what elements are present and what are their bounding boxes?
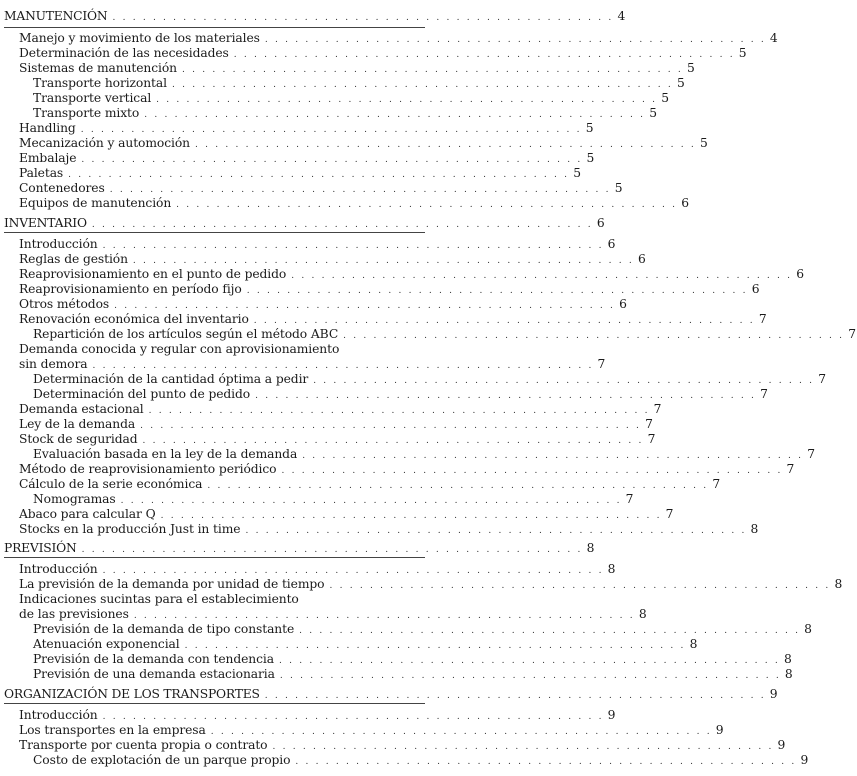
page-number: 5 (586, 151, 595, 165)
dot-leader: . . . . . . . . . . . . . . . . . . . . . . . . . . . . . . . . . . . . . . . . . . . . . . . . . . (295, 757, 797, 767)
toc-subentry[interactable] (0, 652, 792, 667)
page-number: 5 (677, 76, 685, 90)
chapter-heading[interactable] (0, 9, 626, 24)
chapter-heading-text: MANUTENCIÓN (4, 9, 108, 23)
dot-leader: . . . . . . . . . . . . . . . . . . . . . . . . . . . . . . . . . . . . . . . . . . . . . . . . . . (279, 671, 781, 681)
toc-subentry-text: Determinación del punto de pedido (33, 387, 251, 401)
dot-leader: . . . . . . . . . . . . . . . . . . . . . . . . . . . . . . . . . . . . . . . . . . . . . . . . . . (133, 611, 635, 621)
toc-entry-text: Contenedores (19, 181, 105, 195)
dot-leader: . . . . . . . . . . . . . . . . . . . . . . . . . . . . . . . . . . . . . . . . . . . . . . . . . . (102, 566, 604, 576)
toc-entry-text: Demanda estacional (19, 402, 144, 416)
dot-leader: . . . . . . . . . . . . . . . . . . . . . . . . . . . . . . . . . . . . . . . . . . . . . . . . . . (176, 200, 678, 210)
chapter-heading[interactable] (0, 216, 605, 231)
dot-leader: . . . . . . . . . . . . . . . . . . . . . . . . . . . . . . . . . . . . . . . . . . . . . . . . . . (114, 301, 616, 311)
dot-leader: . . . . . . . . . . . . . . . . . . . . . . . . . . . . . . . . . . . . . . . . . . . . . . . . . . (184, 641, 686, 651)
page-number: 4 (617, 9, 626, 23)
dot-leader: . . . . . . . . . . . . . . . . . . . . . . . . . . . . . . . . . . . . . . . . . . . . . . . . . . (144, 110, 646, 120)
dot-leader: . . . . . . . . . . . . . . . . . . . . . . . . . . . . . . . . . . . . . . . . . . . . . . . . . . (278, 656, 780, 666)
page-number: 5 (687, 61, 695, 75)
toc-entry[interactable] (0, 432, 656, 447)
page-number: 5 (661, 91, 670, 105)
toc-entry-text: Reaprovisionamiento en el punto de pedido (19, 267, 287, 281)
toc-subentry[interactable] (0, 106, 658, 121)
toc-subentry[interactable] (0, 637, 698, 652)
toc-entry[interactable] (0, 166, 582, 181)
toc-entry[interactable] (0, 357, 606, 372)
toc-entry-text: Los transportes en la empresa (19, 723, 206, 737)
toc-entry[interactable] (0, 46, 747, 61)
toc-entry-text: Introducción (19, 237, 98, 251)
toc-subentry[interactable] (0, 76, 685, 91)
dot-leader: . . . . . . . . . . . . . . . . . . . . . . . . . . . . . . . . . . . . . . . . . . . . . . . . . . (81, 545, 583, 555)
toc-entry[interactable] (0, 708, 616, 723)
toc-entry-text: Paletas (19, 166, 64, 180)
dot-leader: . . . . . . . . . . . . . . . . . . . . . . . . . . . . . . . . . . . . . . . . . . . . . . . . . . (109, 185, 611, 195)
chapter-heading-text: INVENTARIO (4, 216, 87, 230)
toc-subentry-text: Repartición de los artículos según el método ABC (33, 327, 339, 341)
page-number: 6 (681, 196, 690, 210)
toc-entry[interactable] (0, 312, 767, 327)
toc-subentry-text: Costo de explotación de un parque propio (33, 753, 291, 767)
dot-leader: . . . . . . . . . . . . . . . . . . . . . . . . . . . . . . . . . . . . . . . . . . . . . . . . . . (264, 35, 766, 45)
page-number: 7 (625, 492, 634, 506)
toc-subentry-text: Previsión de la demanda de tipo constante (33, 622, 295, 636)
dot-leader: . . . . . . . . . . . . . . . . . . . . . . . . . . . . . . . . . . . . . . . . . . . . . . . . . . (272, 742, 774, 752)
toc-subentry[interactable] (0, 492, 634, 507)
dot-leader: . . . . . . . . . . . . . . . . . . . . . . . . . . . . . . . . . . . . . . . . . . . . . . . . . . (91, 220, 593, 230)
page-number: 8 (689, 637, 698, 651)
dot-leader: . . . . . . . . . . . . . . . . . . . . . . . . . . . . . . . . . . . . . . . . . . . . . . . . . . (253, 316, 755, 326)
page-number: 8 (638, 607, 647, 621)
page-number: 4 (769, 31, 778, 45)
toc-entry[interactable] (0, 462, 795, 477)
dot-leader: . . . . . . . . . . . . . . . . . . . . . . . . . . . . . . . . . . . . . . . . . . . . . . . . . . (181, 65, 683, 75)
dot-leader: . . . . . . . . . . . . . . . . . . . . . . . . . . . . . . . . . . . . . . . . . . . . . . . . . . (291, 271, 793, 281)
dot-leader: . . . . . . . . . . . . . . . . . . . . . . . . . . . . . . . . . . . . . . . . . . . . . . . . . . (329, 581, 831, 591)
page-number: 6 (751, 282, 760, 296)
toc-entry-text: Método de reaprovisionamiento periódico (19, 462, 277, 476)
page-number: 6 (607, 237, 616, 251)
toc-entry-text: Determinación de las necesidades (19, 46, 229, 60)
toc-entry-text: Manejo y movimiento de los materiales (19, 31, 260, 45)
toc-entry-text: Introducción (19, 562, 98, 576)
toc-subentry-text: Evaluación basada en la ley de la demanda (33, 447, 298, 461)
page-number: 9 (715, 723, 724, 737)
toc-entry-text: Mecanización y automoción (19, 136, 190, 150)
toc-entry[interactable] (0, 252, 646, 267)
page-number: 7 (647, 432, 656, 446)
page-number: 7 (645, 417, 653, 431)
page-number: 8 (607, 562, 616, 576)
toc-subentry[interactable] (0, 327, 857, 342)
chapter-heading-text: PREVISIÓN (4, 541, 77, 555)
dot-leader: . . . . . . . . . . . . . . . . . . . . . . . . . . . . . . . . . . . . . . . . . . . . . . . . . . (160, 511, 662, 521)
toc-subentry-text: Transporte mixto (33, 106, 140, 120)
toc-entry-text: Abaco para calcular Q (19, 507, 156, 521)
page-number: 7 (786, 462, 795, 476)
dot-leader: . . . . . . . . . . . . . . . . . . . . . . . . . . . . . . . . . . . . . . . . . . . . . . . . . . (120, 496, 622, 506)
toc-entry-text: Transporte por cuenta propia o contrato (19, 738, 268, 752)
toc-entry[interactable] (0, 507, 674, 522)
dot-leader: . . . . . . . . . . . . . . . . . . . . . . . . . . . . . . . . . . . . . . . . . . . . . . . . . . (210, 727, 712, 737)
toc-subentry[interactable] (0, 753, 809, 768)
dot-leader: . . . . . . . . . . . . . . . . . . . . . . . . . . . . . . . . . . . . . . . . . . . . . . . . . . (302, 451, 804, 461)
dot-leader: . . . . . . . . . . . . . . . . . . . . . . . . . . . . . . . . . . . . . . . . . . . . . . . . . . (148, 406, 650, 416)
dot-leader: . . . . . . . . . . . . . . . . . . . . . . . . . . . . . . . . . . . . . . . . . . . . . . . . . . (233, 50, 735, 60)
toc-entry[interactable] (0, 31, 778, 46)
toc-subentry[interactable] (0, 447, 816, 462)
toc-entry[interactable] (0, 136, 708, 151)
toc-entry[interactable] (0, 522, 759, 537)
page-number: 7 (653, 402, 662, 416)
page-number: 7 (818, 372, 827, 386)
page-number: 8 (586, 541, 595, 555)
toc-entry-text: Introducción (19, 708, 98, 722)
dot-leader: . . . . . . . . . . . . . . . . . . . . . . . . . . . . . . . . . . . . . . . . . . . . . . . . . . (68, 170, 570, 180)
chapter-divider (4, 557, 425, 558)
dot-leader: . . . . . . . . . . . . . . . . . . . . . . . . . . . . . . . . . . . . . . . . . . . . . . . . . . (140, 421, 642, 431)
dot-leader: . . . . . . . . . . . . . . . . . . . . . . . . . . . . . . . . . . . . . . . . . . . . . . . . . . (92, 361, 594, 371)
dot-leader: . . . . . . . . . . . . . . . . . . . . . . . . . . . . . . . . . . . . . . . . . . . . . . . . . . (171, 80, 673, 90)
chapter-divider (4, 232, 425, 233)
page-number: 8 (784, 667, 793, 681)
page-number: 9 (800, 753, 809, 767)
toc-entry-text: Equipos de manutención (19, 196, 172, 210)
toc-entry[interactable] (0, 267, 805, 282)
dot-leader: . . . . . . . . . . . . . . . . . . . . . . . . . . . . . . . . . . . . . . . . . . . . . . . . . . (194, 140, 696, 150)
dot-leader: . . . . . . . . . . . . . . . . . . . . . . . . . . . . . . . . . . . . . . . . . . . . . . . . . . (102, 712, 604, 722)
toc-entry[interactable] (0, 592, 425, 607)
page-number: 7 (712, 477, 721, 491)
toc-entry-text: Sistemas de manutención (19, 61, 177, 75)
toc-entry[interactable] (0, 402, 662, 417)
toc-subentry-text: Previsión de la demanda con tendencia (33, 652, 274, 666)
page-number: 8 (750, 522, 759, 536)
toc-entry[interactable] (0, 562, 616, 577)
dot-leader: . . . . . . . . . . . . . . . . . . . . . . . . . . . . . . . . . . . . . . . . . . . . . . . . . . (299, 626, 801, 636)
toc-entry-text: Ley de la demanda (19, 417, 136, 431)
dot-leader: . . . . . . . . . . . . . . . . . . . . . . . . . . . . . . . . . . . . . . . . . . . . . . . . . . (102, 241, 604, 251)
toc-entry[interactable] (0, 61, 695, 76)
toc-entry[interactable] (0, 477, 721, 492)
dot-leader: . . . . . . . . . . . . . . . . . . . . . . . . . . . . . . . . . . . . . . . . . . . . . . . . . . (255, 391, 757, 401)
chapter-heading-text: ORGANIZACIÓN DE LOS TRANSPORTES (4, 687, 260, 701)
toc-subentry-text: Transporte horizontal (33, 76, 167, 90)
dot-leader: . . . . . . . . . . . . . . . . . . . . . . . . . . . . . . . . . . . . . . . . . . . . . . . . . . (142, 436, 644, 446)
toc-entry[interactable] (0, 181, 623, 196)
toc-entry[interactable] (0, 237, 616, 252)
chapter-divider (4, 703, 425, 704)
dot-leader: . . . . . . . . . . . . . . . . . . . . . . . . . . . . . . . . . . . . . . . . . . . . . . . . . . (246, 286, 748, 296)
page-number: 5 (614, 181, 623, 195)
toc-entry-text: Indicaciones sucintas para el establecimiento (19, 592, 299, 606)
toc-entry-text: Stocks en la producción Just in time (19, 522, 241, 536)
page-number: 6 (796, 267, 805, 281)
toc-entry-text: sin demora (19, 357, 88, 371)
toc-subentry[interactable] (0, 372, 827, 387)
page-number: 6 (596, 216, 605, 230)
dot-leader: . . . . . . . . . . . . . . . . . . . . . . . . . . . . . . . . . . . . . . . . . . . . . . . . . . (281, 466, 783, 476)
page-number: 7 (760, 387, 768, 401)
toc-entry[interactable] (0, 738, 786, 753)
toc-entry[interactable] (0, 196, 690, 211)
page-number: 7 (807, 447, 816, 461)
toc-entry[interactable] (0, 577, 843, 592)
toc-entry[interactable] (0, 342, 425, 357)
dot-leader: . . . . . . . . . . . . . . . . . . . . . . . . . . . . . . . . . . . . . . . . . . . . . . . . . . (245, 526, 747, 536)
toc-entry-text: Demanda conocida y regular con aprovisionamiento (19, 342, 340, 356)
chapter-heading[interactable] (0, 541, 595, 556)
dot-leader: . . . . . . . . . . . . . . . . . . . . . . . . . . . . . . . . . . . . . . . . . . . . . . . . . . (207, 481, 709, 491)
toc-entry-text: Stock de seguridad (19, 432, 138, 446)
dot-leader: . . . . . . . . . . . . . . . . . . . . . . . . . . . . . . . . . . . . . . . . . . . . . . . . . . (313, 376, 815, 386)
page-number: 5 (573, 166, 582, 180)
toc-subentry-text: Determinación de la cantidad óptima a pedir (33, 372, 309, 386)
chapter-divider (4, 27, 425, 28)
page-number: 5 (700, 136, 708, 150)
toc-entry-text: Reaprovisionamiento en período fijo (19, 282, 242, 296)
page-number: 9 (769, 687, 778, 701)
page-number: 9 (777, 738, 786, 752)
page-number: 8 (834, 577, 843, 591)
dot-leader: . . . . . . . . . . . . . . . . . . . . . . . . . . . . . . . . . . . . . . . . . . . . . . . . . . (81, 155, 583, 165)
toc-subentry[interactable] (0, 667, 793, 682)
page-number: 6 (619, 297, 627, 311)
page-number: 8 (784, 652, 792, 666)
dot-leader: . . . . . . . . . . . . . . . . . . . . . . . . . . . . . . . . . . . . . . . . . . . . . . . . . . (132, 256, 634, 266)
page-number: 5 (738, 46, 747, 60)
dot-leader: . . . . . . . . . . . . . . . . . . . . . . . . . . . . . . . . . . . . . . . . . . . . . . . . . . (80, 125, 582, 135)
page-number: 7 (665, 507, 674, 521)
toc-subentry[interactable] (0, 622, 812, 637)
page-number: 9 (607, 708, 616, 722)
toc-subentry[interactable] (0, 91, 670, 106)
toc-entry[interactable] (0, 417, 653, 432)
toc-entry[interactable] (0, 121, 594, 136)
toc-entry[interactable] (0, 151, 595, 166)
toc-entry-text: Otros métodos (19, 297, 110, 311)
page-number: 5 (649, 106, 658, 120)
toc-entry-text: Handling (19, 121, 76, 135)
dot-leader: . . . . . . . . . . . . . . . . . . . . . . . . . . . . . . . . . . . . . . . . . . . . . . . . . . (112, 13, 614, 23)
toc-entry-text: Reglas de gestión (19, 252, 128, 266)
chapter-heading[interactable] (0, 687, 778, 702)
page-number: 7 (758, 312, 767, 326)
page-number: 5 (585, 121, 594, 135)
toc-subentry[interactable] (0, 387, 768, 402)
page-number: 6 (637, 252, 646, 266)
toc-entry[interactable] (0, 282, 760, 297)
toc-subentry-text: Transporte vertical (33, 91, 152, 105)
dot-leader: . . . . . . . . . . . . . . . . . . . . . . . . . . . . . . . . . . . . . . . . . . . . . . . . . . (264, 691, 766, 701)
toc-entry[interactable] (0, 723, 724, 738)
toc-entry-text: Cálculo de la serie económica (19, 477, 203, 491)
toc-entry-text: La previsión de la demanda por unidad de tiempo (19, 577, 325, 591)
dot-leader: . . . . . . . . . . . . . . . . . . . . . . . . . . . . . . . . . . . . . . . . . . . . . . . . . . (343, 331, 845, 341)
toc-subentry-text: Atenuación exponencial (33, 637, 180, 651)
toc-subentry-text: Previsión de una demanda estacionaria (33, 667, 275, 681)
dot-leader: . . . . . . . . . . . . . . . . . . . . . . . . . . . . . . . . . . . . . . . . . . . . . . . . . . (156, 95, 658, 105)
toc-entry[interactable] (0, 607, 647, 622)
page-number: 7 (597, 357, 606, 371)
toc-entry-text: Renovación económica del inventario (19, 312, 249, 326)
page-number: 7 (848, 327, 857, 341)
toc-entry-text: Embalaje (19, 151, 77, 165)
toc-entry[interactable] (0, 297, 627, 312)
toc-entry-text: de las previsiones (19, 607, 129, 621)
page-number: 8 (804, 622, 812, 636)
toc-subentry-text: Nomogramas (33, 492, 116, 506)
